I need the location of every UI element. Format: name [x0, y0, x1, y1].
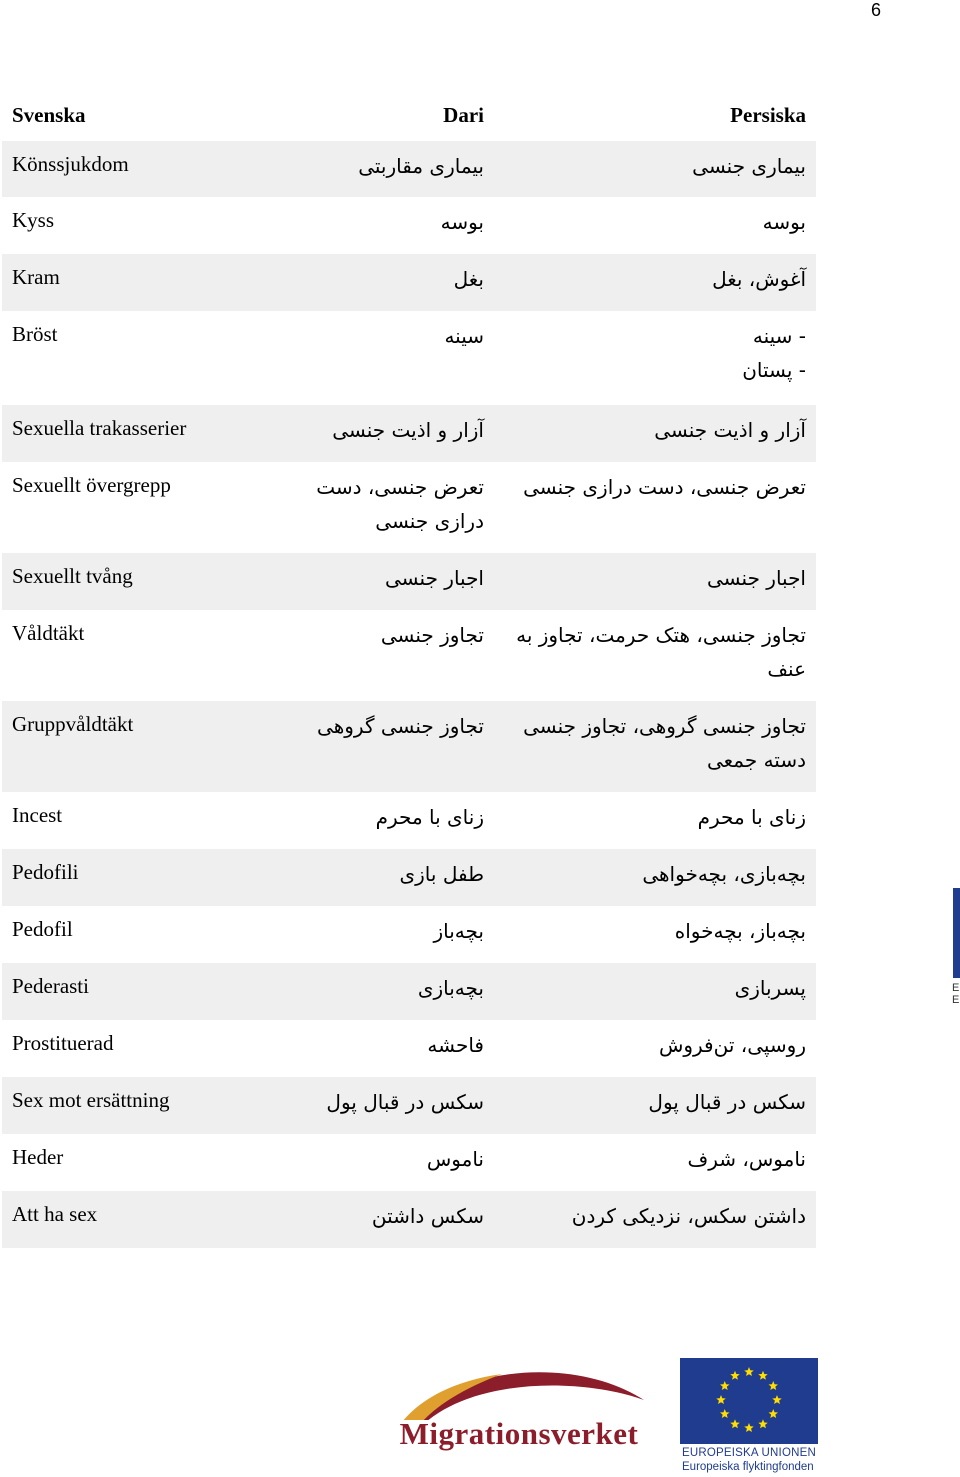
- dari-cell: بچه‌باز: [433, 919, 484, 943]
- table-row: [2, 963, 816, 1020]
- table-row: [2, 141, 816, 197]
- svenska-cell: Sex mot ersättning: [12, 1088, 170, 1112]
- dari-cell: زنای با محرم: [375, 805, 484, 829]
- persiska-cell: روسپی، تن‌فروش: [658, 1033, 806, 1057]
- table-row: [2, 462, 816, 553]
- dari-cell: تعرض جنسی، دست درازی جنسی: [316, 475, 484, 533]
- dari-cell: طفل بازی: [399, 862, 484, 886]
- svenska-cell: Sexuellt tvång: [12, 564, 133, 588]
- table-row: [2, 610, 816, 701]
- table-header-row: [2, 92, 816, 141]
- table-row: [2, 701, 816, 792]
- eu-fund-label: Europeiska flyktingfonden: [682, 1461, 814, 1473]
- persiska-cell: آزار و اذیت جنسی: [654, 418, 806, 442]
- vocabulary-table: [2, 92, 816, 1248]
- svenska-cell: Våldtäkt: [12, 621, 85, 645]
- dari-cell: ناموس: [426, 1147, 484, 1171]
- dari-cell: سکس داشتن: [371, 1204, 484, 1228]
- eu-flag-icon: [680, 1358, 818, 1444]
- table-row: [2, 1020, 816, 1077]
- eu-logo: [680, 1358, 818, 1477]
- migrationsverket-wordmark: Migrationsverket: [399, 1416, 639, 1451]
- table-row: [2, 311, 816, 405]
- dari-cell: آزار و اذیت جنسی: [332, 418, 484, 442]
- persiska-cell: داشتن سکس، نزدیکی کردن: [571, 1204, 806, 1228]
- svenska-cell: Kyss: [12, 208, 55, 232]
- migrationsverket-arc-icon: [382, 1360, 656, 1420]
- dari-cell: فاحشه: [427, 1033, 484, 1057]
- svenska-cell: Pedofili: [12, 860, 79, 884]
- persiska-cell: بوسه: [762, 210, 806, 234]
- persiska-cell: بچه‌بازی، بچه‌خواهی: [642, 862, 806, 886]
- table-row: [2, 1134, 816, 1191]
- persiska-cell: - سینه - پستان: [742, 324, 806, 382]
- edge-logo-fragment: [953, 888, 960, 978]
- svenska-cell: Heder: [12, 1145, 64, 1169]
- svenska-cell: Prostituerad: [12, 1031, 114, 1055]
- header-svenska: Svenska: [12, 103, 86, 127]
- persiska-cell: اجبار جنسی: [707, 566, 806, 590]
- svenska-cell: Sexuella trakasserier: [12, 416, 187, 440]
- table-row: [2, 792, 816, 849]
- dari-cell: بغل: [453, 267, 484, 291]
- table-row: [2, 197, 816, 254]
- svenska-cell: Pederasti: [12, 974, 89, 998]
- persiska-cell: زنای با محرم: [697, 805, 806, 829]
- header-dari: Dari: [443, 103, 484, 127]
- dari-cell: تجاوز جنسی: [380, 623, 484, 647]
- svenska-cell: Könssjukdom: [12, 152, 129, 176]
- table-row: [2, 254, 816, 311]
- edge-text-fragment: E E: [952, 982, 960, 1006]
- table-body: [2, 141, 816, 1248]
- persiska-cell: تعرض جنسی، دست درازی جنسی: [523, 475, 806, 499]
- persiska-cell: بچه‌باز، بچه‌خواه: [674, 919, 806, 943]
- header-persiska: Persiska: [730, 103, 806, 127]
- persiska-cell: آغوش، بغل: [712, 267, 806, 291]
- svenska-cell: Kram: [12, 265, 60, 289]
- eu-union-label: EUROPEISKA UNIONEN: [682, 1447, 816, 1459]
- svenska-cell: Sexuellt övergrepp: [12, 473, 171, 497]
- dari-cell: اجبار جنسی: [385, 566, 484, 590]
- table-row: [2, 849, 816, 906]
- svenska-cell: Bröst: [12, 322, 58, 346]
- dari-cell: بچه‌بازی: [417, 976, 484, 1000]
- migrationsverket-logo: [382, 1360, 656, 1460]
- table-row: [2, 906, 816, 963]
- svenska-cell: Pedofil: [12, 917, 73, 941]
- table-row: [2, 1191, 816, 1248]
- dari-cell: سکس در قبال پول: [326, 1090, 484, 1114]
- svenska-cell: Gruppvåldtäkt: [12, 712, 134, 736]
- persiska-cell: تجاوز جنسی، هتک حرمت، تجاوز به عنف: [516, 623, 806, 681]
- persiska-cell: ناموس، شرف: [687, 1147, 806, 1171]
- page-number: 6: [871, 0, 882, 20]
- dari-cell: بیماری مقاربتی: [358, 154, 484, 178]
- table-row: [2, 553, 816, 610]
- svenska-cell: Incest: [12, 803, 63, 827]
- table-row: [2, 405, 816, 462]
- persiska-cell: بیماری جنسی: [692, 154, 806, 178]
- dari-cell: سینه: [444, 324, 484, 348]
- persiska-cell: تجاوز جنسی گروهی، تجاوز جنسی دسته جمعی: [523, 714, 806, 772]
- table-row: [2, 1077, 816, 1134]
- persiska-cell: پسربازی: [734, 976, 806, 1000]
- dari-cell: تجاوز جنسی گروهی: [317, 714, 484, 738]
- dari-cell: بوسه: [440, 210, 484, 234]
- persiska-cell: سکس در قبال پول: [648, 1090, 806, 1114]
- svenska-cell: Att ha sex: [12, 1202, 98, 1226]
